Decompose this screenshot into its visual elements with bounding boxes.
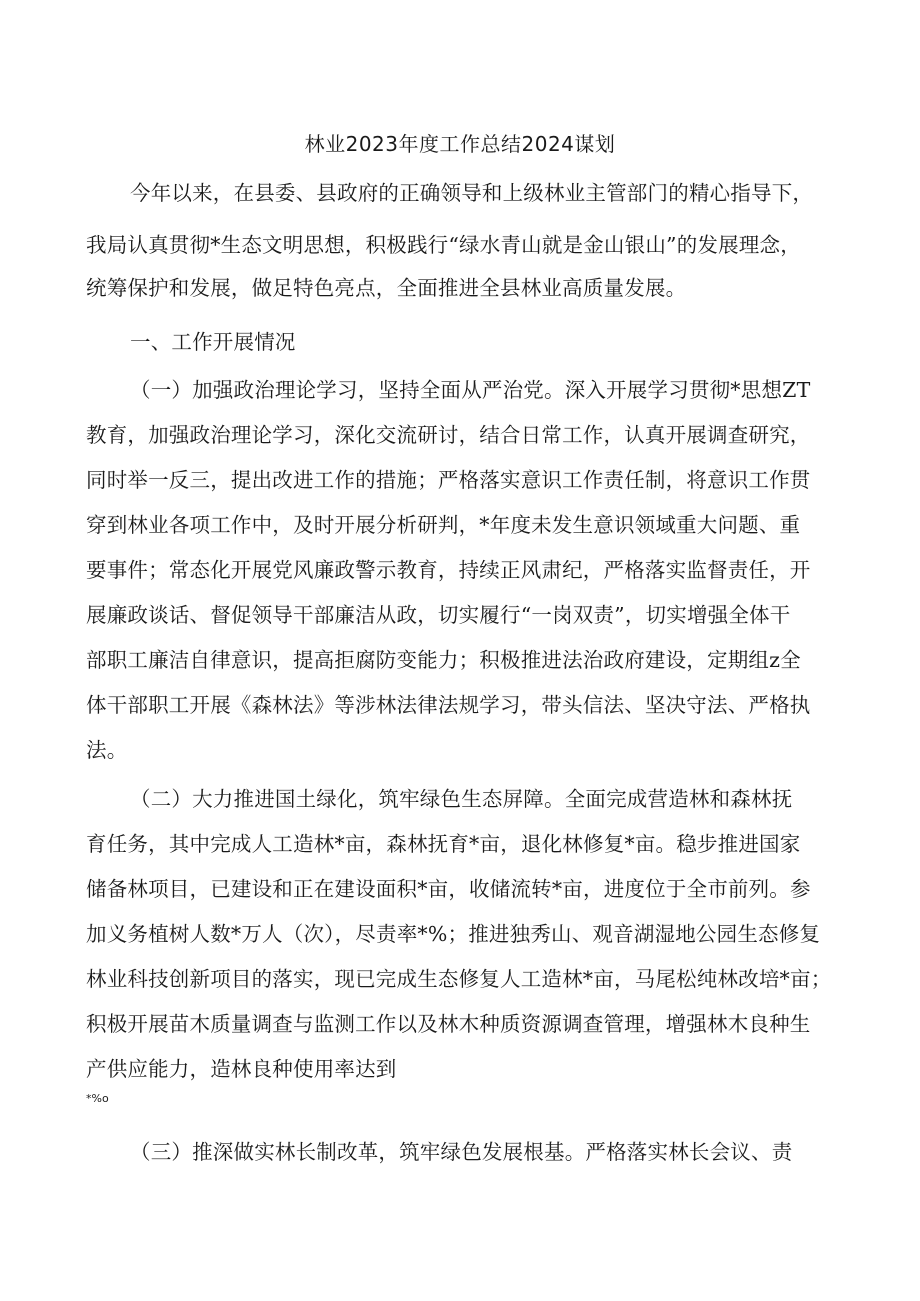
intro-line: 统筹保护和发展，做足特色亮点，全面推进全县林业高质量发展。	[86, 276, 687, 300]
section2-line: 积极开展苗木质量调查与监测工作以及林木种质资源调查管理，增强林木良种生	[86, 1012, 811, 1036]
section-heading: 一、工作开展情况	[130, 330, 296, 354]
section1-line: 体干部职工开展《森林法》等涉林法律法规学习，带头信法、坚决守法、严格执	[86, 693, 811, 717]
section1-line: 展廉政谈话、督促领导干部廉洁从政，切实履行“一岗双责”，切实增强全体干	[86, 603, 791, 627]
section1-line: 同时举一反三，提出改进工作的措施；严格落实意识工作责任制，将意识工作贯	[86, 468, 811, 492]
section1-line: 教育，加强政治理论学习，深化交流研讨，结合日常工作，认真开展调查研究，	[86, 423, 811, 447]
intro-line: 今年以来，在县委、县政府的正确领导和上级林业主管部门的精心指导下，	[130, 181, 814, 205]
section2-tail: *%o	[86, 1092, 109, 1105]
section1-line: 部职工廉洁自律意识，提高拒腐防变能力；积极推进法治政府建设，定期组z全	[86, 648, 801, 672]
section2-line: 加义务植树人数*万人（次），尽责率*%；推进独秀山、观音湖湿地公园生态修复	[86, 922, 821, 946]
section2-line: 储备林项目，已建设和正在建设面积*亩，收储流转*亩，进度位于全市前列。参	[86, 877, 811, 901]
section3-line: （三）推深做实林长制改革，筑牢绿色发展根基。严格落实林长会议、责	[130, 1140, 793, 1164]
section1-line: 法。	[86, 738, 128, 762]
section2-line: 育任务，其中完成人工造林*亩，森林抚育*亩，退化林修复*亩。稳步推进国家	[86, 832, 801, 856]
section2-line: 林业科技创新项目的落实，现已完成生态修复人工造林*亩，马尾松纯林改培*亩；	[86, 967, 832, 991]
section1-line: （一）加强政治理论学习，坚持全面从严治党。深入开展学习贯彻*思想ZT	[130, 378, 811, 402]
intro-line: 我局认真贯彻*生态文明思想，积极践行“绿水青山就是金山银山”的发展理念，	[86, 233, 801, 257]
section1-line: 穿到林业各项工作中，及时开展分析研判，*年度未发生意识领域重大问题、重	[86, 513, 801, 537]
page-title: 林业2023年度工作总结2024谋划	[304, 132, 616, 156]
section2-line: 产供应能力，造林良种使用率达到	[86, 1057, 397, 1081]
section1-line: 要事件；常态化开展党风廉政警示教育，持续正风肃纪，严格落实监督责任，开	[86, 558, 811, 582]
section2-line: （二）大力推进国土绿化，筑牢绿色生态屏障。全面完成营造林和森林抚	[130, 787, 793, 811]
